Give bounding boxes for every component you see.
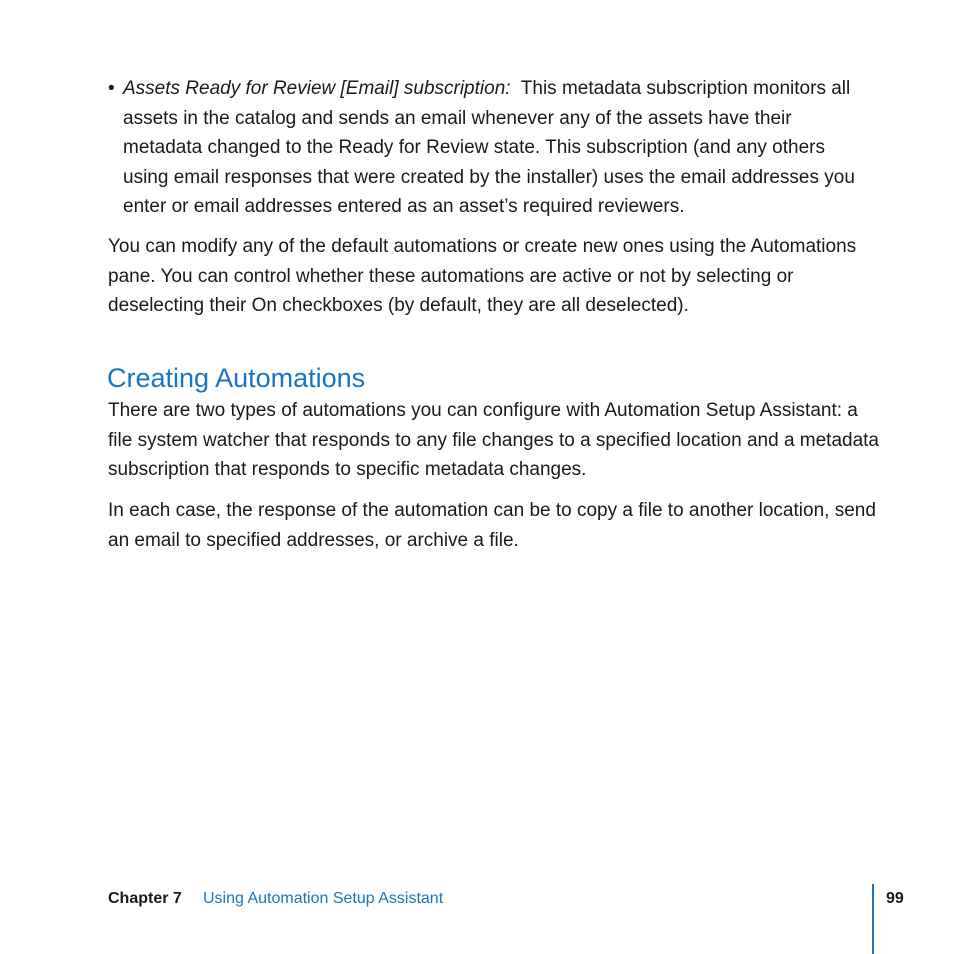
body-paragraph-1: You can modify any of the default automations or create new ones using the Automations pane. You can control whether these automations are active or not by selecting or deselecting their On checkboxes (by default, they are all deselected). <box>108 236 857 317</box>
page-number: 99 <box>886 890 904 907</box>
footer-chapter-title: Using Automation Setup Assistant <box>203 890 444 907</box>
section-heading: Creating Automations <box>107 363 366 393</box>
bullet-marker: • <box>108 78 115 99</box>
bullet-item <box>108 74 858 222</box>
footer-divider <box>872 884 874 954</box>
bullet-lead: Assets Ready for Review [Email] subscription: <box>123 78 511 99</box>
section-paragraph-2: In each case, the response of the automation can be to copy a file to another location, send an email to specified addresses, or archive a file. <box>108 500 876 551</box>
footer-chapter-label: Chapter 7 <box>108 890 182 907</box>
section-paragraph-1: There are two types of automations you can configure with Automation Setup Assistant: a file system watcher that responds to any file changes to a specified location and a metadata subscription that responds to specific metadata changes. <box>108 400 880 481</box>
bullet-body: This metadata subscription monitors all assets in the catalog and sends an email whenever any of the assets have their metadata changed to the Ready for Review state. This subscription (and any others using email responses that were created by the installer) uses the email addresses you enter or email addresses entered as an asset’s required reviewers. <box>123 78 855 218</box>
bullet-text <box>123 74 858 222</box>
